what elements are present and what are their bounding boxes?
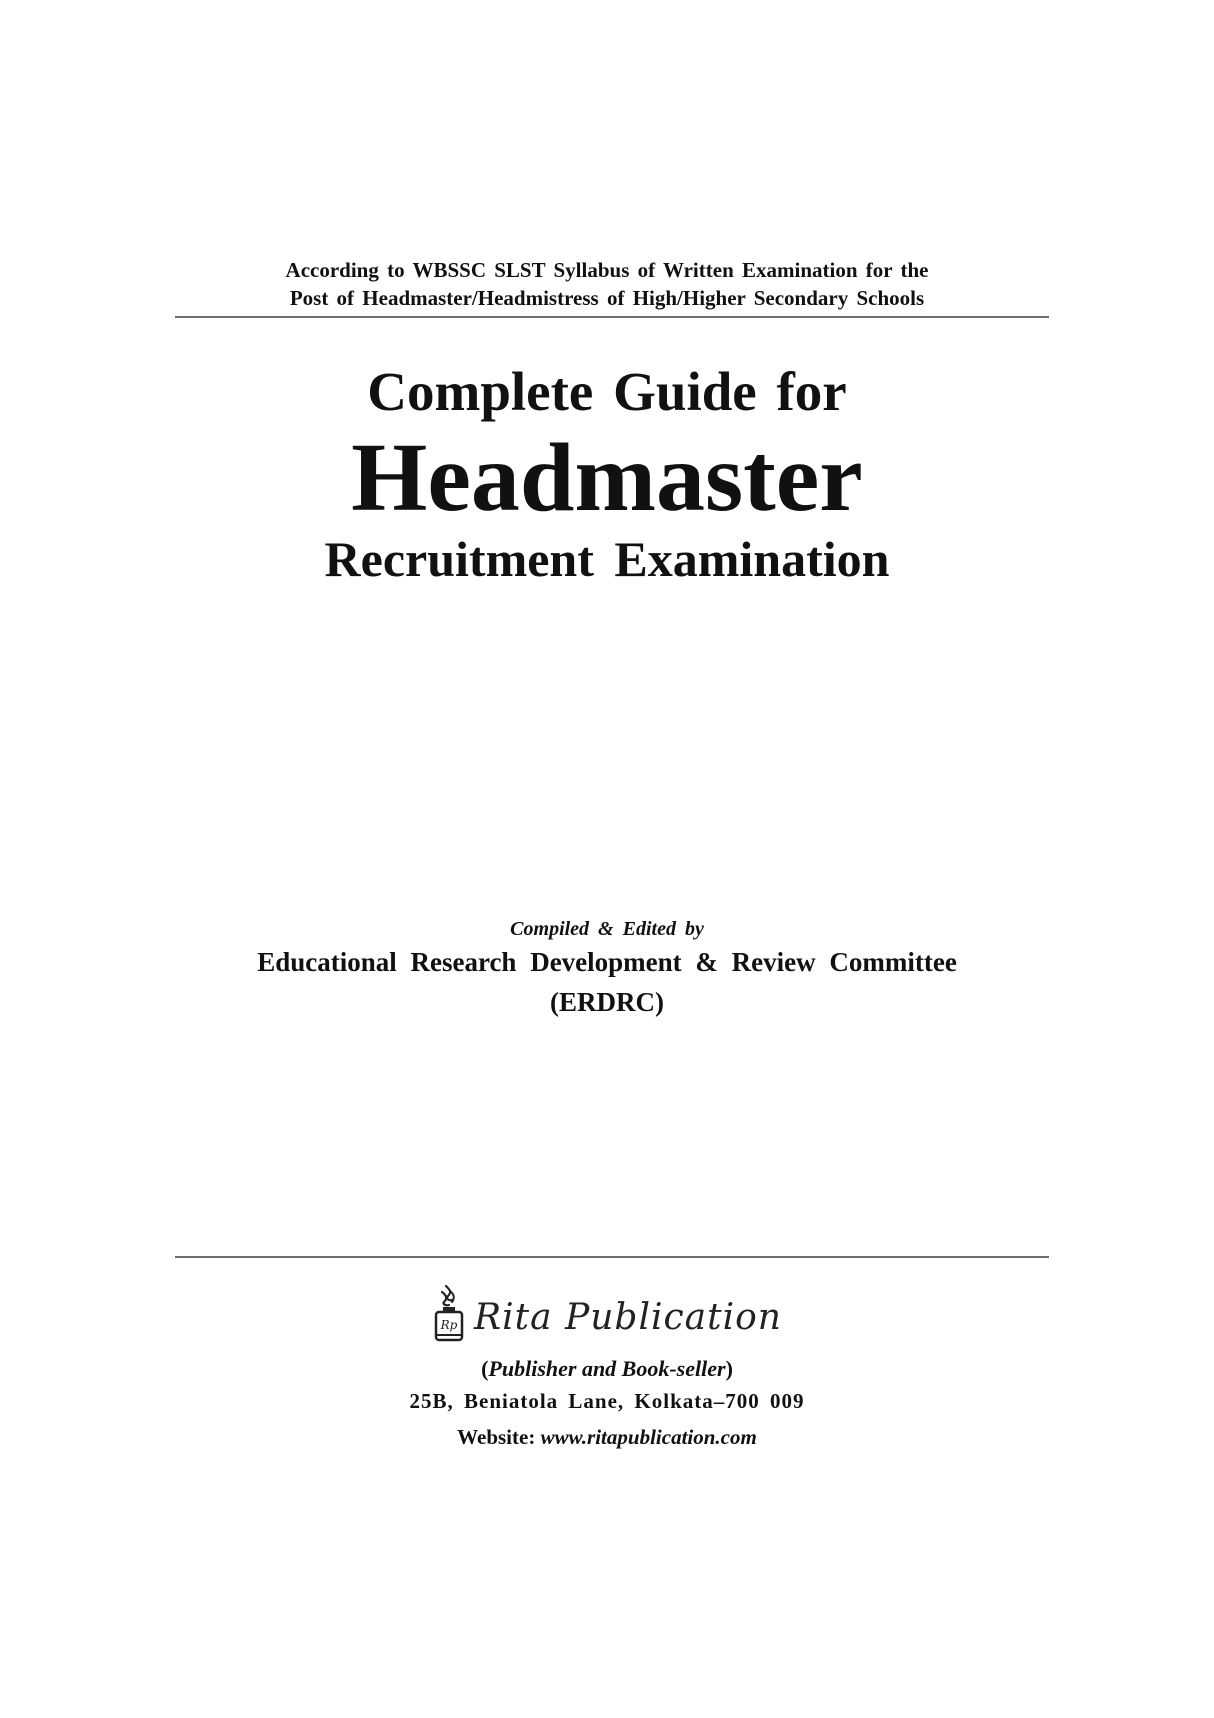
compiled-label: Compiled & Edited by xyxy=(510,918,704,940)
syllabus-line-1: According to WBSSC SLST Syllabus of Written Examination for the xyxy=(285,258,929,282)
publisher-logo xyxy=(0,1270,1214,1342)
title-line-1: Complete Guide for xyxy=(367,361,847,422)
credits xyxy=(0,915,1214,943)
publisher-website-line xyxy=(0,1422,1214,1452)
logo-initials: Rp xyxy=(440,1318,458,1332)
publisher-address-line xyxy=(0,1386,1214,1416)
website-label: Website: xyxy=(457,1425,536,1449)
book-title-main xyxy=(0,426,1214,530)
publisher-address: 25B, Beniatola Lane, Kolkata–700 009 xyxy=(409,1389,805,1413)
publisher-role: Publisher and Book-seller xyxy=(488,1356,726,1381)
syllabus-header xyxy=(0,256,1214,312)
title-line-2: Headmaster xyxy=(351,424,863,532)
role-close-paren: ) xyxy=(725,1356,733,1381)
bottom-divider xyxy=(175,1256,1049,1258)
committee-abbreviation: (ERDRC) xyxy=(550,987,664,1017)
role-open-paren: ( xyxy=(481,1356,489,1381)
book-title xyxy=(0,362,1214,422)
committee-name: Educational Research Development & Review Committee xyxy=(257,947,957,977)
website-url: www.ritapublication.com xyxy=(540,1425,757,1449)
syllabus-line-2: Post of Headmaster/Headmistress of High/Higher Secondary Schools xyxy=(289,286,925,310)
publisher-role-line xyxy=(0,1354,1214,1384)
rp-torch-book-icon xyxy=(432,1282,466,1342)
title-line-3: Recruitment Examination xyxy=(324,531,890,587)
book-title-sub xyxy=(0,530,1214,588)
publisher-name: Rita Publication xyxy=(474,1297,782,1338)
top-divider xyxy=(175,316,1049,318)
committee-block xyxy=(0,945,1214,1019)
